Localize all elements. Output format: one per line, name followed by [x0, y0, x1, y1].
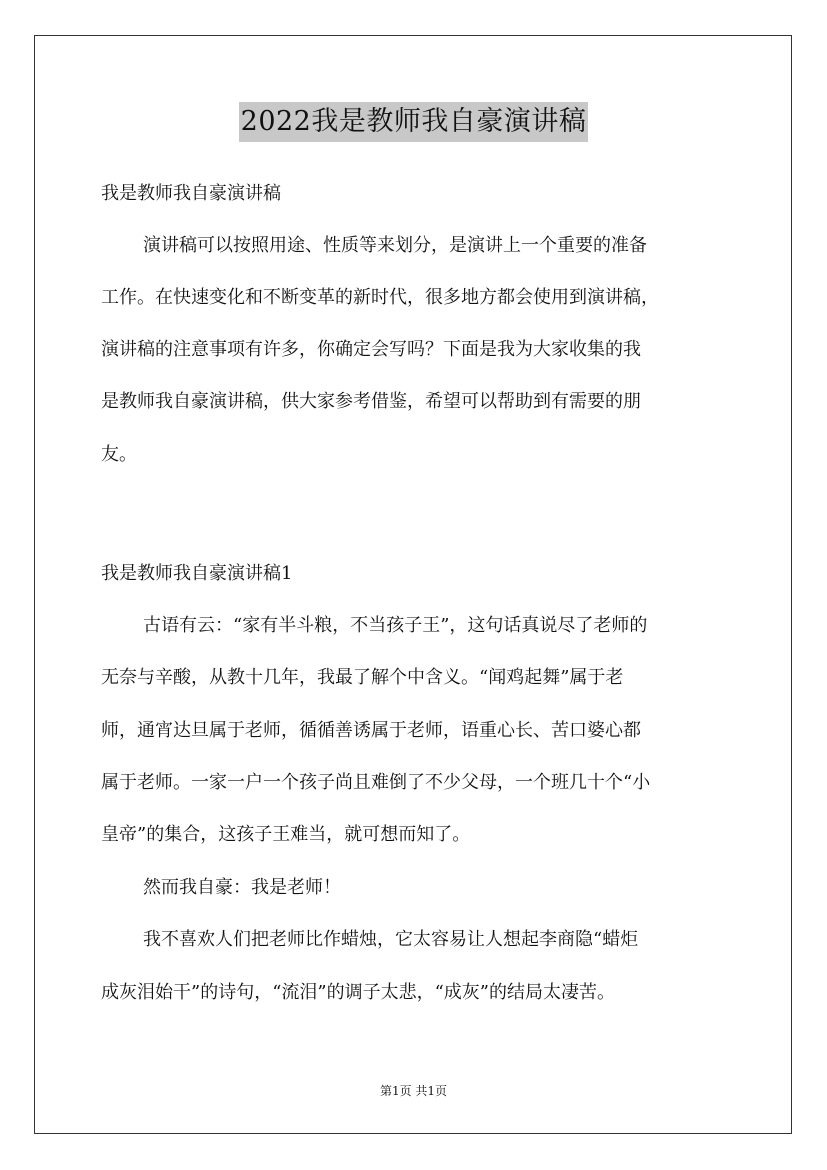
subtitle: 我是教师我自豪演讲稿: [101, 183, 281, 204]
document-title: 2022我是教师我自豪演讲稿: [239, 102, 589, 142]
section-heading: 我是教师我自豪演讲稿1: [101, 563, 293, 584]
intro-line-5: 友。: [101, 444, 137, 465]
body-line-6: 然而我自豪：我是老师！: [143, 877, 341, 898]
body-line-3: 师，通宵达旦属于老师，循循善诱属于老师，语重心长、苦口婆心都: [101, 720, 641, 741]
body-line-4: 属于老师。一家一户一个孩子尚且难倒了不少父母，一个班几十个“小: [101, 772, 651, 793]
body-line-1: 古语有云：“家有半斗粮，不当孩子王”，这句话真说尽了老师的: [143, 615, 648, 636]
intro-line-4: 是教师我自豪演讲稿，供大家参考借鉴，希望可以帮助到有需要的朋: [101, 391, 641, 412]
intro-line-3: 演讲稿的注意事项有许多，你确定会写吗？下面是我为大家收集的我: [101, 339, 641, 360]
body-line-7: 我不喜欢人们把老师比作蜡烛，它太容易让人想起李商隐“蜡炬: [143, 929, 639, 950]
body-line-8: 成灰泪始干”的诗句，“流泪”的调子太悲，“成灰”的结局太凄苦。: [101, 982, 616, 1003]
body-line-5: 皇帝”的集合，这孩子王难当，就可想而知了。: [101, 824, 471, 845]
body-line-2: 无奈与辛酸，从教十几年，我最了解个中含义。“闻鸡起舞”属于老: [101, 667, 624, 688]
intro-line-1: 演讲稿可以按照用途、性质等来划分，是演讲上一个重要的准备: [143, 235, 647, 256]
title-container: [0, 102, 827, 142]
page-footer: 第1页 共1页: [379, 1084, 448, 1098]
intro-line-2: 工作。在快速变化和不断变革的新时代，很多地方都会使用到演讲稿，: [101, 287, 659, 308]
